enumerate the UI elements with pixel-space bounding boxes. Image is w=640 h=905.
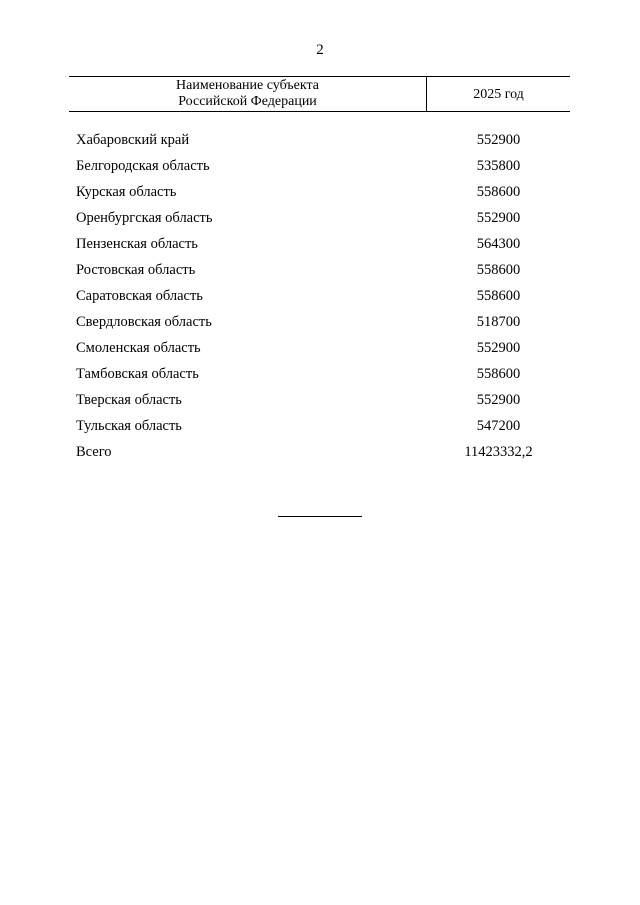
region-name: Тамбовская область: [76, 366, 199, 382]
table-body: [69, 127, 570, 465]
table-row: [69, 153, 570, 179]
region-name: Саратовская область: [76, 288, 203, 304]
region-name: Тульская область: [76, 418, 182, 434]
table-row-total: [69, 439, 570, 465]
region-value: 558600: [476, 262, 521, 278]
table-row: [69, 361, 570, 387]
table-row: [69, 387, 570, 413]
region-name: Смоленская область: [76, 340, 201, 356]
region-value: 535800: [476, 158, 521, 174]
table-row: [69, 127, 570, 153]
region-name: Ростовская область: [76, 262, 196, 278]
region-value: 558600: [476, 366, 521, 382]
table-row: [69, 231, 570, 257]
table-row: [69, 335, 570, 361]
table-row: [69, 309, 570, 335]
allocation-table: [69, 76, 570, 465]
end-divider: [278, 516, 362, 517]
table-row: [69, 205, 570, 231]
region-name: Белгородская область: [76, 158, 210, 174]
table-row: [69, 283, 570, 309]
header-region-name: [69, 77, 427, 111]
region-name: Тверская область: [76, 392, 182, 408]
region-value: 558600: [476, 184, 521, 200]
header-region-name-line2: Российской Федерации: [178, 94, 317, 109]
total-label: Всего: [76, 444, 112, 460]
region-name: Свердловская область: [76, 314, 212, 330]
table-row: [69, 413, 570, 439]
region-name: Хабаровский край: [76, 132, 190, 148]
table-header: [69, 76, 570, 112]
region-name: Курская область: [76, 184, 177, 200]
region-name: Пензенская область: [76, 236, 198, 252]
region-value: 558600: [476, 288, 521, 304]
region-value: 518700: [476, 314, 521, 330]
region-value: 547200: [476, 418, 521, 434]
header-region-name-line1: Наименование субъекта: [176, 78, 319, 93]
region-value: 552900: [476, 210, 521, 226]
region-value: 552900: [476, 132, 521, 148]
region-name: Оренбургская область: [76, 210, 213, 226]
total-value: 11423332,2: [464, 444, 533, 460]
page-number: 2: [316, 42, 324, 58]
table-row: [69, 257, 570, 283]
region-value: 564300: [476, 236, 521, 252]
region-value: 552900: [476, 340, 521, 356]
region-value: 552900: [476, 392, 521, 408]
table-row: [69, 179, 570, 205]
header-year: 2025 год: [473, 87, 524, 102]
